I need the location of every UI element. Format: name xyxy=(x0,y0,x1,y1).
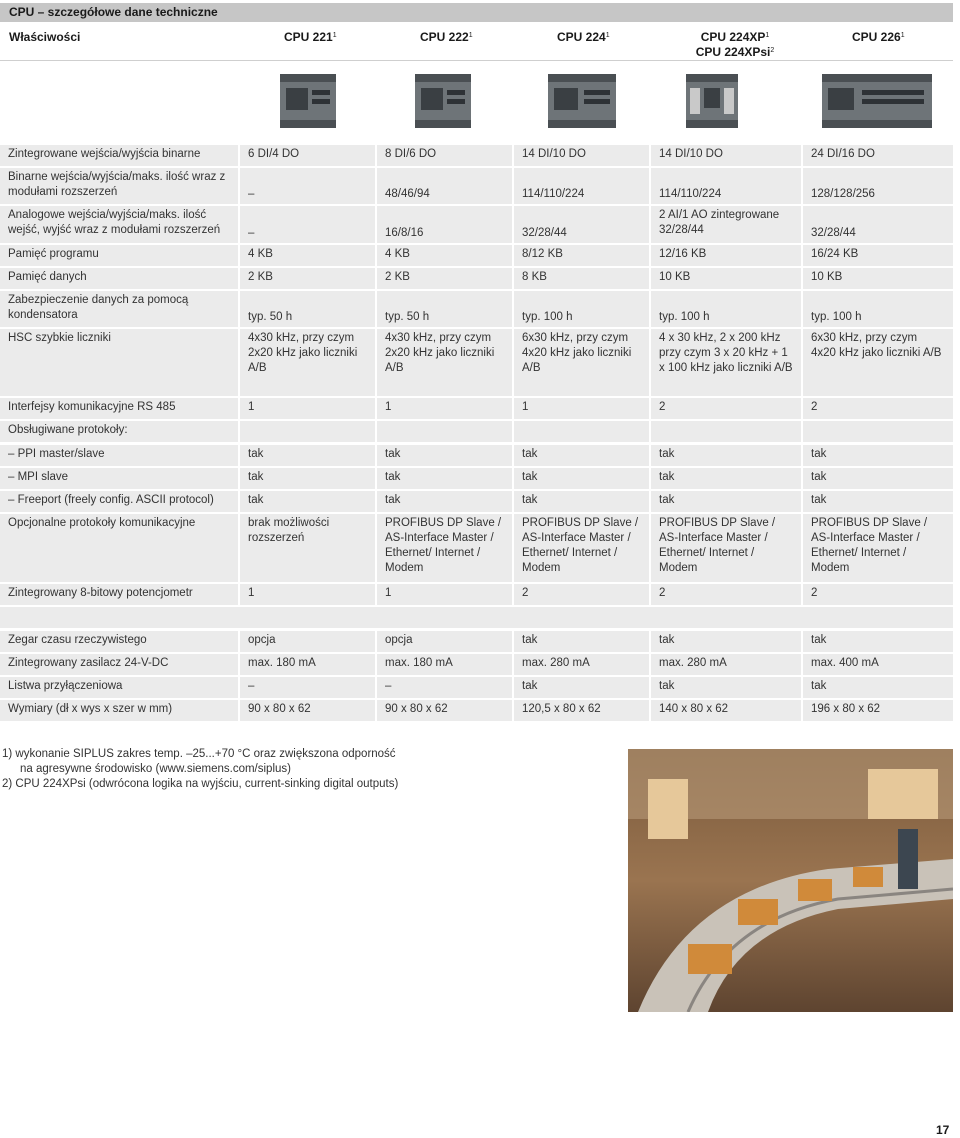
cell: tak xyxy=(514,631,649,652)
table-row xyxy=(0,514,953,582)
table-row xyxy=(0,206,953,243)
header-cpu-224xp: CPU $224XP^1$ CPU 224XPsi$^2$ xyxy=(695,30,775,59)
table-row xyxy=(0,468,953,489)
cell: 16/24 KB xyxy=(803,245,953,266)
table-row xyxy=(0,268,953,289)
header-divider xyxy=(0,60,953,61)
table-row xyxy=(0,491,953,512)
cell: 1 xyxy=(240,584,375,605)
row-label: – MPI slave xyxy=(0,468,238,489)
cell: 2 xyxy=(803,398,953,419)
cell: PROFIBUS DP Slave / AS-Interface Master / Ethernet/ Internet / Modem xyxy=(651,514,801,582)
cell: 10 KB xyxy=(651,268,801,289)
table-row xyxy=(0,291,953,327)
cell: tak xyxy=(651,445,801,466)
cell: 1 xyxy=(377,398,512,419)
header-label: Właściwości xyxy=(9,30,81,44)
cell: tak xyxy=(803,468,953,489)
row-label: Interfejsy komunikacyjne RS 485 xyxy=(0,398,238,419)
cell: 24 DI/16 DO xyxy=(803,145,953,166)
cell: 120,5 x 80 x 62 xyxy=(514,700,649,721)
cell: 16/8/16 xyxy=(377,206,512,243)
cell: 2 xyxy=(651,584,801,605)
cell: 1 xyxy=(240,398,375,419)
cell: max. 400 mA xyxy=(803,654,953,675)
cell: 12/16 KB xyxy=(651,245,801,266)
cell: tak xyxy=(514,468,649,489)
row-label: – Freeport (freely config. ASCII protocol) xyxy=(0,491,238,512)
cell: – xyxy=(240,677,375,698)
cell: 140 x 80 x 62 xyxy=(651,700,801,721)
row-label: Binarne wejścia/wyjścia/maks. ilość wraz z modułami rozszerzeń xyxy=(0,168,238,204)
cell: tak xyxy=(803,491,953,512)
footnote-1: 1) wykonanie SIPLUS zakres temp. –25...+70 °C oraz zwiększona odporność xyxy=(2,748,396,760)
row-label: – PPI master/slave xyxy=(0,445,238,466)
cell: 4x30 kHz, przy czym 2x20 kHz jako liczniki A/B xyxy=(240,329,375,396)
footnote-1-cont: na agresywne środowisko (www.siemens.com/siplus) xyxy=(20,763,291,775)
cell: 196 x 80 x 62 xyxy=(803,700,953,721)
row-label: Zintegrowane wejścia/wyjścia binarne xyxy=(0,145,238,166)
cell: tak xyxy=(240,468,375,489)
cell: 1 xyxy=(377,584,512,605)
cell xyxy=(803,421,953,442)
cell: tak xyxy=(651,677,801,698)
table-row xyxy=(0,329,953,396)
cell: 6x30 kHz, przy czym 4x20 kHz jako liczniki A/B xyxy=(803,329,953,396)
cell: 114/110/224 xyxy=(651,168,801,204)
table-row xyxy=(0,398,953,419)
row-label: Zegar czasu rzeczywistego xyxy=(0,631,238,652)
cpu-224-image xyxy=(548,74,616,128)
row-label: Wymiary (dł x wys x szer w mm) xyxy=(0,700,238,721)
cell: tak xyxy=(803,631,953,652)
cell: 2 KB xyxy=(240,268,375,289)
cell: 1 xyxy=(514,398,649,419)
cell xyxy=(514,421,649,442)
row-label: Pamięć programu xyxy=(0,245,238,266)
row-label: Obsługiwane protokoły: xyxy=(0,421,238,442)
footnote-2: 2) CPU 224XPsi (odwrócona logika na wyjściu, current-sinking digital outputs) xyxy=(2,778,399,790)
cell: 8/12 KB xyxy=(514,245,649,266)
cell: – xyxy=(240,168,375,204)
cell: opcja xyxy=(377,631,512,652)
row-label: Pamięć danych xyxy=(0,268,238,289)
cell: opcja xyxy=(240,631,375,652)
table-row xyxy=(0,584,953,605)
row-label: Opcjonalne protokoły komunikacyjne xyxy=(0,514,238,582)
cell: 4 x 30 kHz, 2 x 200 kHz przy czym 3 x 20 kHz + 1 x 100 kHz jako liczniki A/B xyxy=(651,329,801,396)
cell: 2 KB xyxy=(377,268,512,289)
table-row xyxy=(0,700,953,721)
cell: 4 KB xyxy=(377,245,512,266)
cell: tak xyxy=(240,491,375,512)
cell: – xyxy=(240,206,375,243)
conveyor-photo xyxy=(628,749,953,1012)
cell: 48/46/94 xyxy=(377,168,512,204)
cell: max. 180 mA xyxy=(240,654,375,675)
table-row xyxy=(0,631,953,652)
table-row xyxy=(0,245,953,266)
cell: 90 x 80 x 62 xyxy=(240,700,375,721)
table-row xyxy=(0,168,953,204)
cell: 4x30 kHz, przy czym 2x20 kHz jako liczniki A/B xyxy=(377,329,512,396)
cpu-221-image xyxy=(280,74,336,128)
cell: 114/110/224 xyxy=(514,168,649,204)
cpu-222-image xyxy=(415,74,471,128)
cell: 128/128/256 xyxy=(803,168,953,204)
row-label: Listwa przyłączeniowa xyxy=(0,677,238,698)
table-row xyxy=(0,421,953,442)
table-row xyxy=(0,445,953,466)
cell: – xyxy=(377,677,512,698)
cell: 32/28/44 xyxy=(803,206,953,243)
cell: 6x30 kHz, przy czym 4x20 kHz jako liczniki A/B xyxy=(514,329,649,396)
cell: tak xyxy=(377,445,512,466)
cell: tak xyxy=(514,677,649,698)
cell: tak xyxy=(514,491,649,512)
cell: tak xyxy=(651,468,801,489)
cell: typ. 50 h xyxy=(240,291,375,327)
cell xyxy=(240,421,375,442)
cell: tak xyxy=(803,677,953,698)
cell xyxy=(377,421,512,442)
cell: typ. 50 h xyxy=(377,291,512,327)
cell: brak możliwości rozszerzeń xyxy=(240,514,375,582)
cell: 8 DI/6 DO xyxy=(377,145,512,166)
page-title: CPU – szczegółowe dane techniczne xyxy=(0,3,953,22)
header-cpu-224: CPU $224^1$ xyxy=(557,30,610,44)
cell: 14 DI/10 DO xyxy=(651,145,801,166)
cell: tak xyxy=(514,445,649,466)
header-cpu-222: CPU $222^1$ xyxy=(420,30,473,44)
cpu-226-image xyxy=(822,74,932,128)
spacer-cell xyxy=(0,607,953,628)
cell: 8 KB xyxy=(514,268,649,289)
cell: tak xyxy=(377,468,512,489)
cell xyxy=(651,421,801,442)
table-row xyxy=(0,677,953,698)
page-number: 17 xyxy=(936,1123,950,1137)
header-cpu-226: CPU $226^1$ xyxy=(852,30,905,44)
header-cpu-221: CPU $221^1$ xyxy=(284,30,337,44)
cell: tak xyxy=(240,445,375,466)
cell: 6 DI/4 DO xyxy=(240,145,375,166)
cell: tak xyxy=(651,491,801,512)
row-label: Zintegrowany zasilacz 24-V-DC xyxy=(0,654,238,675)
cell: max. 280 mA xyxy=(514,654,649,675)
cell: 4 KB xyxy=(240,245,375,266)
cell: 2 AI/1 AO zintegrowane 32/28/44 xyxy=(651,206,801,243)
cell: 10 KB xyxy=(803,268,953,289)
cell: 32/28/44 xyxy=(514,206,649,243)
row-label: Zabezpieczenie danych za pomocą kondensatora xyxy=(0,291,238,327)
cell: typ. 100 h xyxy=(651,291,801,327)
cell: PROFIBUS DP Slave / AS-Interface Master / Ethernet/ Internet / Modem xyxy=(803,514,953,582)
row-label: HSC szybkie liczniki xyxy=(0,329,238,396)
cell: PROFIBUS DP Slave / AS-Interface Master / Ethernet/ Internet / Modem xyxy=(514,514,649,582)
cell: 2 xyxy=(651,398,801,419)
cell: 90 x 80 x 62 xyxy=(377,700,512,721)
cell: 2 xyxy=(803,584,953,605)
row-label: Zintegrowany 8-bitowy potencjometr xyxy=(0,584,238,605)
cell: typ. 100 h xyxy=(803,291,953,327)
cell: 14 DI/10 DO xyxy=(514,145,649,166)
table-row xyxy=(0,145,953,166)
cell: PROFIBUS DP Slave / AS-Interface Master / Ethernet/ Internet / Modem xyxy=(377,514,512,582)
table-row-spacer xyxy=(0,607,953,628)
row-label: Analogowe wejścia/wyjścia/maks. ilość wejść, wyjść wraz z modułami rozszerzeń xyxy=(0,206,238,243)
cell: tak xyxy=(803,445,953,466)
cell: max. 280 mA xyxy=(651,654,801,675)
cell: 2 xyxy=(514,584,649,605)
cell: tak xyxy=(651,631,801,652)
table-row xyxy=(0,654,953,675)
cpu-224xp-image xyxy=(686,74,738,128)
cell: typ. 100 h xyxy=(514,291,649,327)
cell: tak xyxy=(377,491,512,512)
cell: max. 180 mA xyxy=(377,654,512,675)
